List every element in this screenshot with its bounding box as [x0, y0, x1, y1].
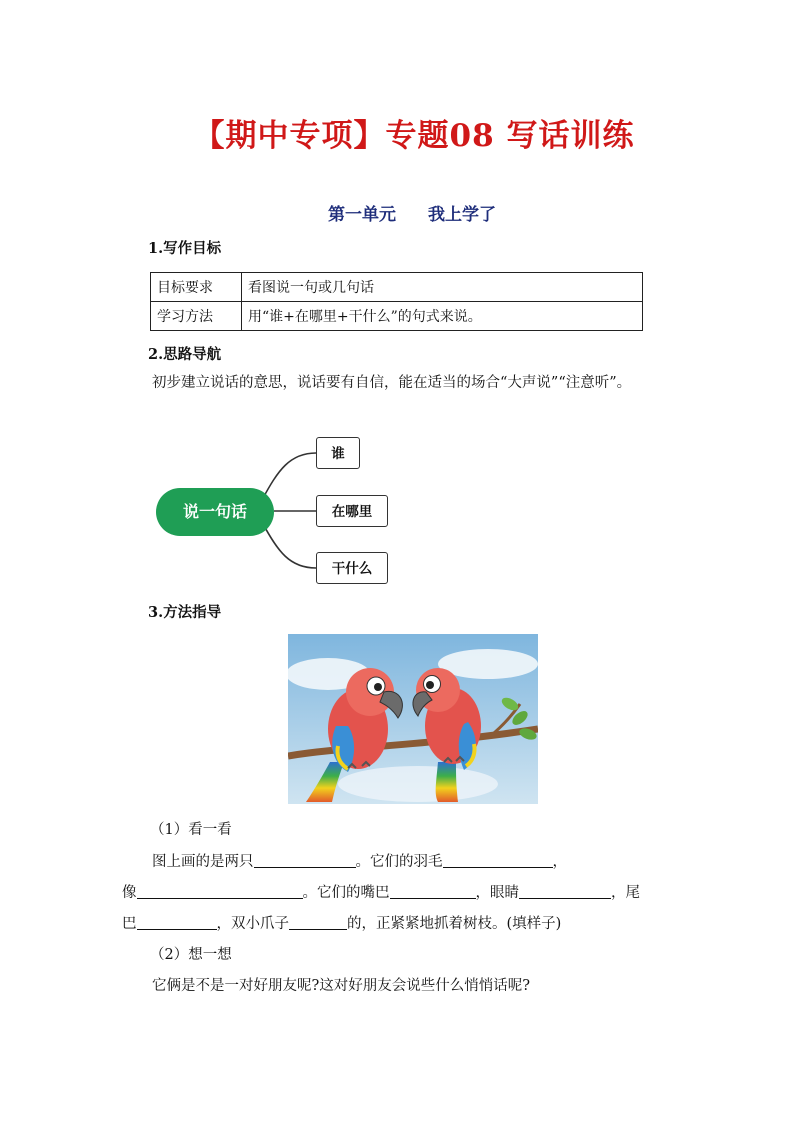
- fill-text: ，双小爪子: [216, 916, 289, 932]
- fill-text: 巴: [122, 916, 137, 932]
- table-cell: 用“谁+在哪里+干什么”的句式来说。: [242, 302, 643, 331]
- guide-paragraph: 初步建立说话的意思，说话要有自信，能在适当的场合“大声说”“注意听”。: [152, 375, 632, 391]
- fill-text: 。它们的羽毛: [355, 854, 443, 870]
- fill-text: 的，正紧紧地抓着树枝。(填样子): [347, 916, 562, 932]
- fill-text: 图上画的是两只: [152, 854, 254, 870]
- fill-blank[interactable]: [137, 912, 217, 930]
- mind-map-center: 说一句话: [156, 488, 274, 536]
- mind-map-branch-where: 在哪里: [316, 495, 388, 527]
- table-row: [151, 302, 643, 331]
- unit-heading: [0, 200, 794, 225]
- mind-map-branch-what: 干什么: [316, 552, 388, 584]
- fill-blank[interactable]: [390, 881, 476, 899]
- parrots-illustration: [288, 634, 538, 804]
- fill-line-2: [122, 878, 682, 908]
- subheading-look: （1）看一看: [150, 822, 232, 838]
- mind-map-branch-who: 谁: [316, 437, 360, 469]
- fill-blank[interactable]: [443, 850, 553, 868]
- section-heading-method: 3.方法指导: [148, 604, 222, 621]
- fill-text: 。它们的嘴巴: [302, 885, 390, 901]
- fill-text: ，尾: [611, 885, 640, 901]
- fill-line-3: [122, 909, 682, 939]
- goals-table: [150, 272, 643, 331]
- subheading-think: （2）想一想: [150, 947, 232, 963]
- table-row: [151, 273, 643, 302]
- unit-topic: 我上学了: [428, 205, 496, 225]
- fill-blank[interactable]: [254, 850, 356, 868]
- fill-blank[interactable]: [519, 881, 611, 899]
- fill-text: ，: [552, 854, 567, 870]
- table-cell: 学习方法: [151, 302, 242, 331]
- table-cell: 目标要求: [151, 273, 242, 302]
- fill-text: ，眼睛: [475, 885, 519, 901]
- section-heading-goals: 1.写作目标: [148, 240, 222, 257]
- section-heading-guide: 2.思路导航: [148, 346, 222, 363]
- fill-blank[interactable]: [289, 912, 347, 930]
- fill-blank[interactable]: [137, 881, 303, 899]
- page-title: 【期中专项】专题08 写话训练: [193, 118, 635, 154]
- think-question: 它俩是不是一对好朋友呢?这对好朋友会说些什么悄悄话呢?: [152, 978, 531, 994]
- mind-map: [150, 430, 410, 595]
- fill-text: 像: [122, 885, 137, 901]
- unit-name: 第一单元: [328, 205, 396, 225]
- table-cell: 看图说一句或几句话: [242, 273, 643, 302]
- fill-line-1: [122, 847, 682, 877]
